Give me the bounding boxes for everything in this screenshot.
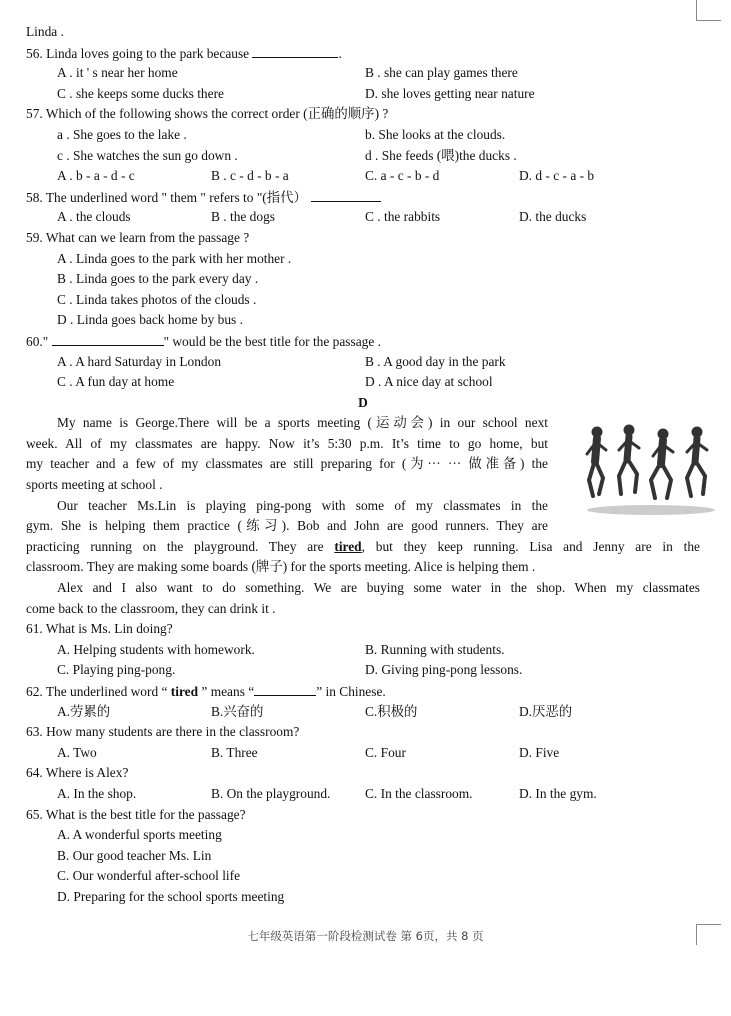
runner-figure [687,427,707,496]
question-56-options-row2 [26,84,700,105]
answer-blank[interactable] [254,681,316,696]
question-56-stem: 56. Linda loves going to the park because [26,45,253,61]
question-60 [26,331,700,352]
question-60-stem-end: " would be the best title for the passage . [163,333,381,349]
question-64-stem: 64. Where is Alex? [26,765,129,781]
option-c[interactable]: C. Four [365,744,406,760]
option-c[interactable]: C . the rabbits [365,209,441,225]
question-63-options [26,743,700,764]
question-62-stem: 62. The underlined word “ [26,684,171,699]
option-a[interactable]: A . Linda goes to the park with her mother . [57,250,292,266]
option-b[interactable]: B . the dogs [211,209,275,225]
question-62-stem-mid: ” means “ [198,684,255,699]
option-d[interactable]: D. d - c - a - b [519,168,595,184]
option-d[interactable]: D. the ducks [519,209,587,225]
question-56 [26,43,700,64]
option-b[interactable]: B . Linda goes to the park every day . [57,271,259,287]
passage-line: classroom. They are making some boards (牌子) for the sports meeting. Alice is helping them . [26,559,536,575]
question-60-options-row1 [26,352,700,373]
question-57-options [26,166,700,187]
answer-blank[interactable] [52,331,164,346]
option-b[interactable]: B.兴奋的 [211,703,264,719]
question-59-stem: 59. What can we learn from the passage ? [26,229,250,245]
passage-line: Our teacher Ms.Lin is playing ping-pong with some of my classmates in the [57,497,548,513]
passage-line: come back to the classroom, they can drink it . [26,600,276,616]
option-a[interactable]: A.劳累的 [57,703,111,719]
option-c[interactable]: C . A fun day at home [57,374,175,390]
question-57-events-row2 [26,146,700,167]
option-c[interactable]: C.积极的 [365,703,418,719]
option-a[interactable]: A . the clouds [57,209,131,225]
option-d[interactable]: D. she loves getting near nature [365,85,535,101]
passage-line: gym. She is helping them practice (练习). Bob and John are good runners. They are [26,518,548,534]
option-b[interactable]: B. On the playground. [211,785,331,801]
answer-blank[interactable] [311,187,381,202]
question-61-options-row2 [26,660,700,681]
question-56-options-row1 [26,63,700,84]
ground-shadow [587,505,715,515]
passage-line: sports meeting at school . [26,477,163,493]
question-60-options-row2 [26,372,700,393]
option-a[interactable]: A. Two [57,744,97,760]
question-56-stem-end: . [338,45,342,61]
event-a: a . She goes to the lake . [57,126,187,142]
passage-line: Alex and I also want to do something. We are buying some water in the shop. When my classmates [57,580,700,596]
option-d[interactable]: D . A nice day at school [365,374,493,390]
option-d[interactable]: D. Five [519,744,560,760]
question-57-stem: 57. Which of the following shows the correct order (正确的顺序) ? [26,106,389,122]
runner-figure [619,425,639,494]
option-b[interactable]: B . A good day in the park [365,353,506,369]
question-61-options-row1 [26,640,700,661]
option-a[interactable]: A. Helping students with homework. [57,641,255,657]
question-58 [26,187,700,208]
passage-line: my teacher and a few of my classmates are still preparing for (为··· ··· 做准备) the [26,456,548,472]
option-b[interactable]: B. Our good teacher Ms. Lin [57,847,212,863]
option-d[interactable]: D.厌恶的 [519,703,573,719]
option-a[interactable]: A . it ' s near her home [57,65,178,81]
option-d[interactable]: D. Giving ping-pong lessons. [365,662,523,678]
passage-line: week. All of my classmates are happy. Now it’s 5:30 p.m. It’s time to go home, but [26,435,548,451]
question-58-stem: 58. The underlined word " them " refers to "(指代） [26,189,307,205]
question-62-stem-end: ” in Chinese. [316,684,386,699]
runner-figure [587,427,606,496]
question-63-stem: 63. How many students are there in the classroom? [26,724,300,740]
passage-text: practicing running on the playground. They are [26,538,335,554]
question-60-stem: 60." [26,333,52,349]
option-c[interactable]: C . Linda takes photos of the clouds . [57,291,257,307]
option-a[interactable]: A. A wonderful sports meeting [57,827,222,843]
option-b[interactable]: B . c - d - b - a [211,168,289,184]
option-b[interactable]: B. Three [211,744,258,760]
event-d: d . She feeds (喂)the ducks . [365,147,517,163]
option-c[interactable]: C . she keeps some ducks there [57,85,224,101]
option-d[interactable]: D. In the gym. [519,785,597,801]
option-c[interactable]: C. Our wonderful after-school life [57,868,241,884]
question-65-stem: 65. What is the best title for the passage? [26,806,246,822]
page-corner-mark-top [696,0,721,21]
answer-blank[interactable] [252,43,338,58]
option-d[interactable]: D . Linda goes back home by bus . [57,312,243,328]
question-62 [26,681,700,702]
passage-c-ending: Linda . [26,24,64,39]
option-c[interactable]: C. In the classroom. [365,785,473,801]
runners-illustration [581,418,721,518]
event-b: b. She looks at the clouds. [365,126,506,142]
section-heading: D [358,394,368,410]
runner-figure [651,429,673,498]
event-c: c . She watches the sun go down . [57,147,238,163]
question-58-options [26,207,700,228]
underlined-word-tired: tired [334,538,362,554]
question-64-options [26,784,700,805]
option-b[interactable]: B. Running with students. [365,641,505,657]
passage-line [26,537,700,558]
option-d[interactable]: D. Preparing for the school sports meeting [57,888,285,904]
option-a[interactable]: A . A hard Saturday in London [57,353,222,369]
option-a[interactable]: A . b - a - d - c [57,168,135,184]
question-61-stem: 61. What is Ms. Lin doing? [26,621,173,637]
option-a[interactable]: A. In the shop. [57,785,137,801]
question-62-options [26,702,700,723]
page-corner-mark-bottom [696,924,721,945]
option-b[interactable]: B . she can play games there [365,65,518,81]
passage-line: My name is George.There will be a sports meeting (运动会) in our school next [57,415,548,431]
question-57-events-row1 [26,125,700,146]
question-62-word: tired [170,684,199,699]
option-c[interactable]: C. Playing ping-pong. [57,662,176,678]
page-footer: 七年级英语第一阶段检测试卷 第 6页，共 8 页 [247,929,484,943]
passage-text: , but they keep running. Lisa and Jenny are in the [361,538,700,554]
option-c[interactable]: C. a - c - b - d [365,168,440,184]
